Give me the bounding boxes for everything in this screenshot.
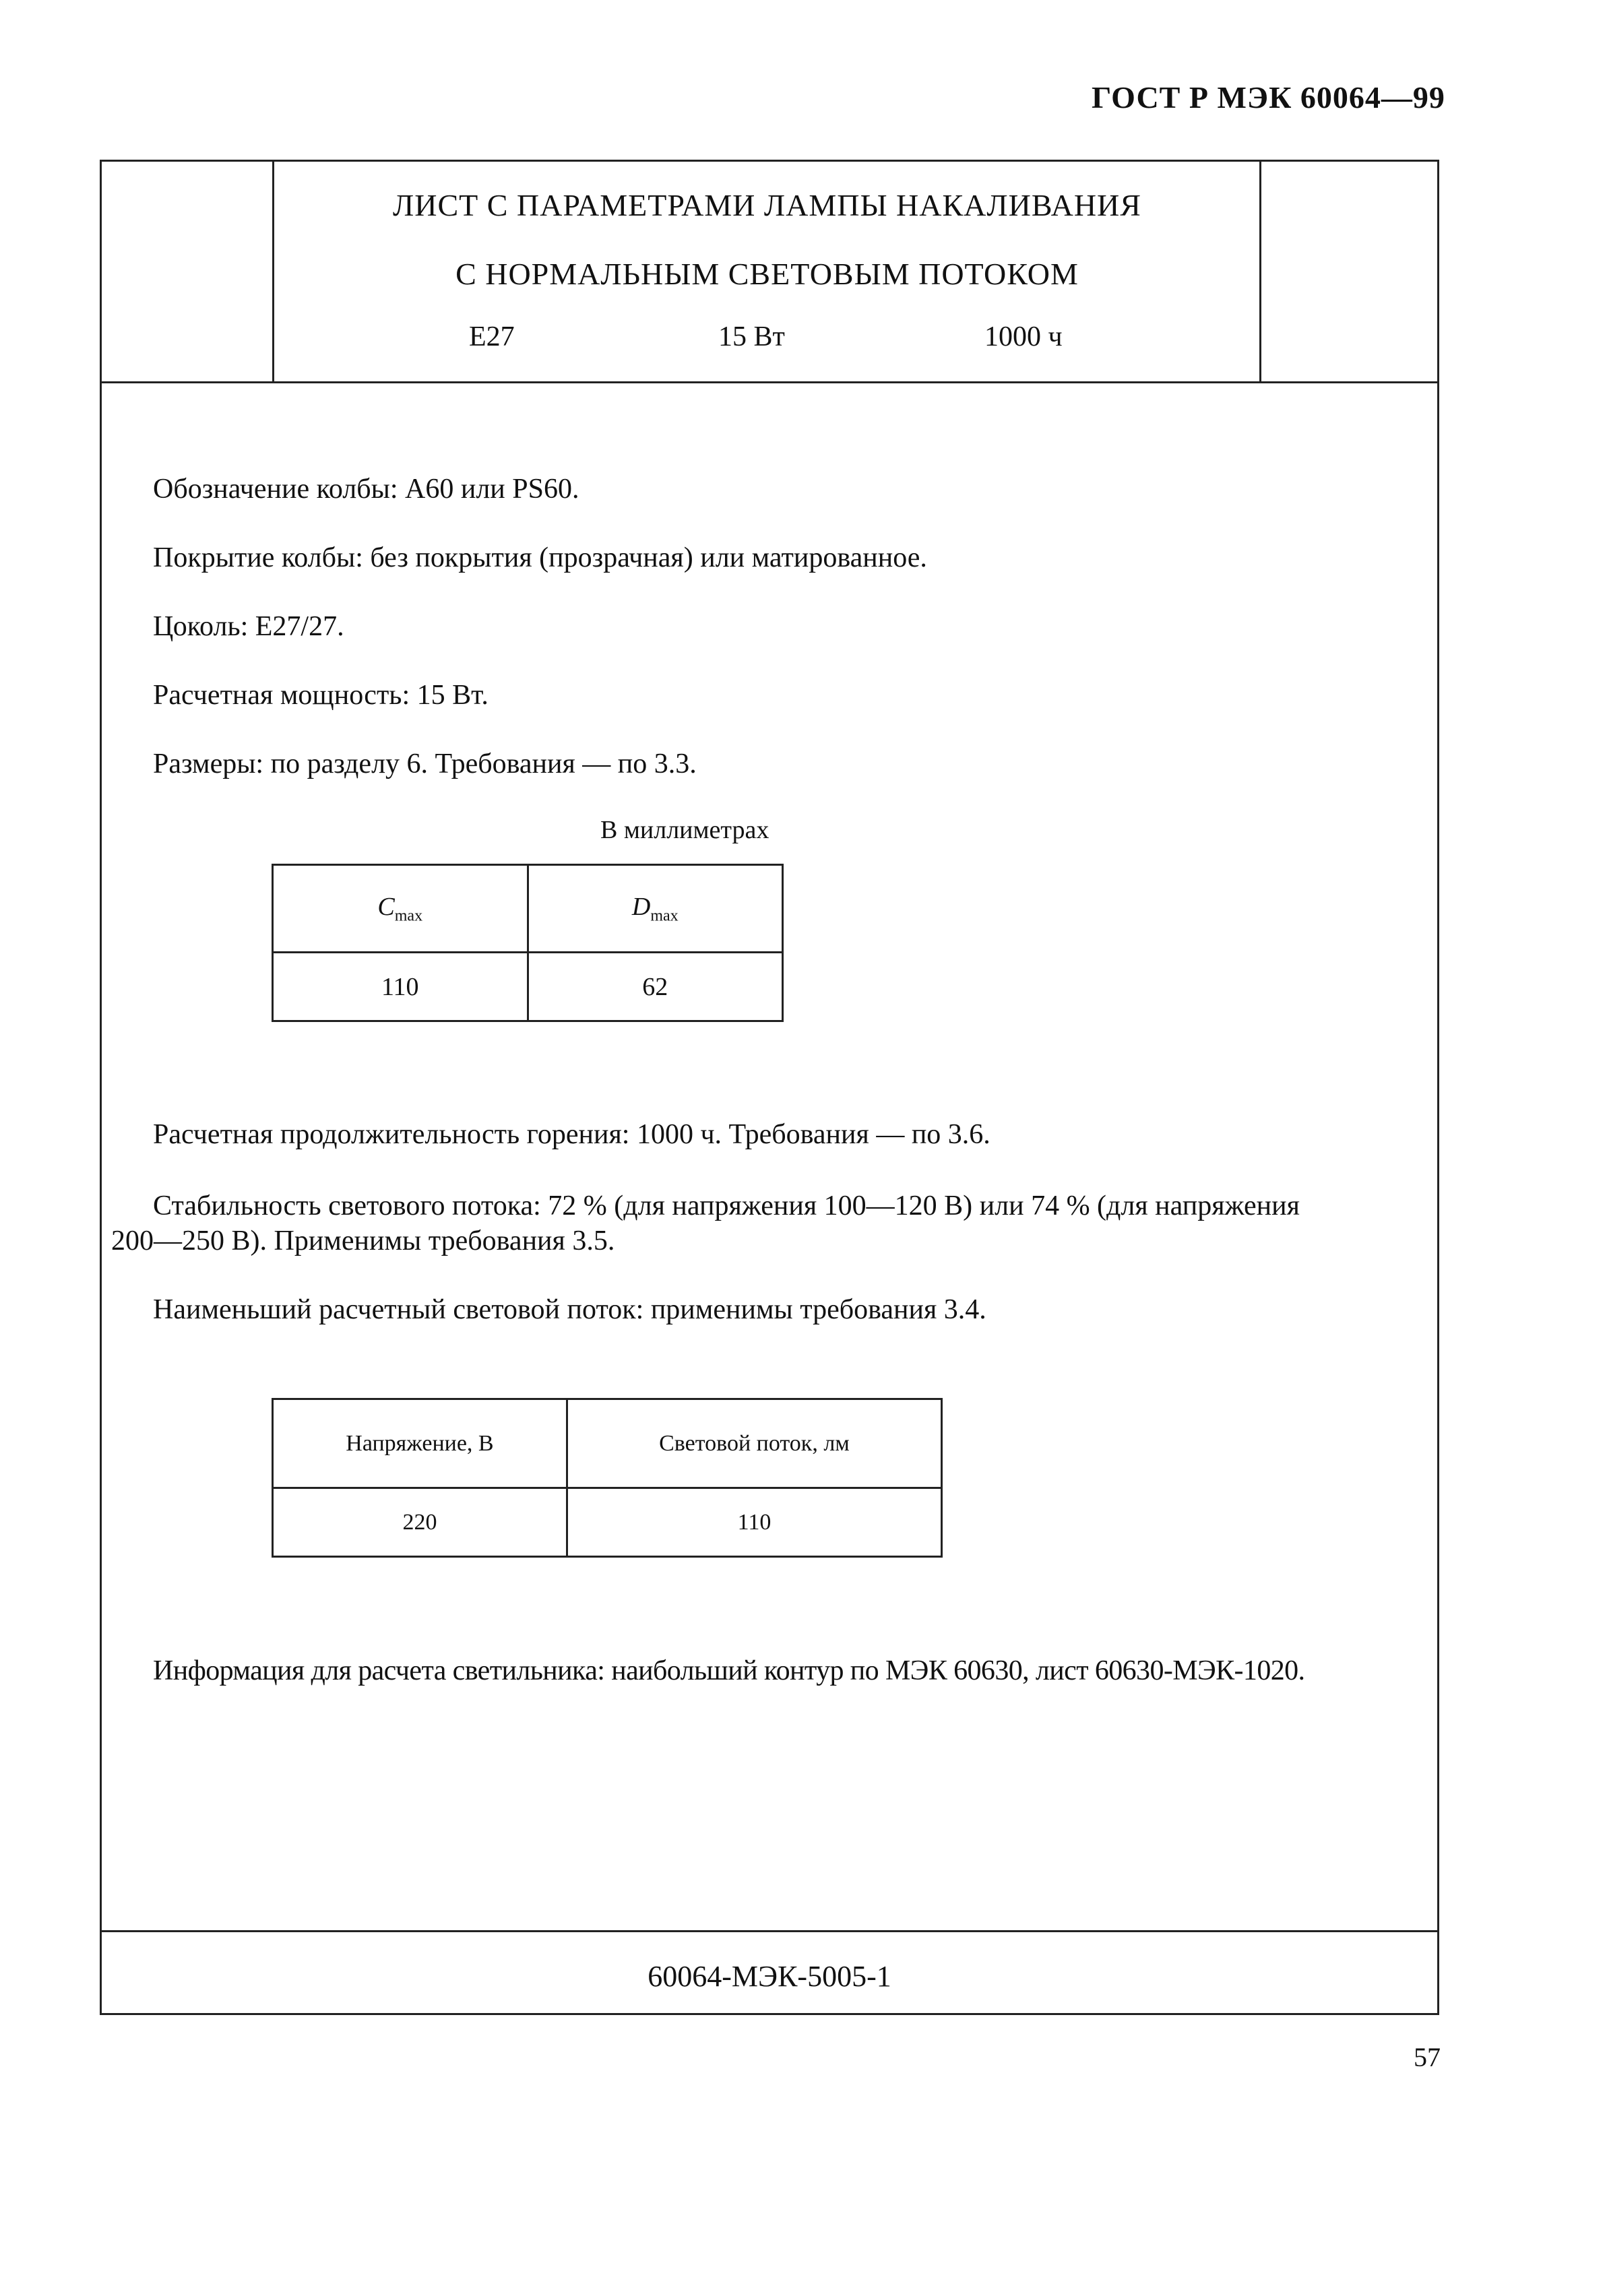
page-number: 57 — [1414, 2042, 1441, 2072]
sheet-title-line2: С НОРМАЛЬНЫМ СВЕТОВЫМ ПОТОКОМ — [455, 257, 1079, 291]
dims-value-c: 110 — [273, 953, 528, 1021]
title-bottom-rule — [102, 381, 1437, 383]
rated-wattage: Расчетная мощность: 15 Вт. — [153, 680, 489, 711]
dims-header-c: $C_{max}$ — [273, 865, 528, 953]
flux-value-flux: 110 — [567, 1488, 941, 1557]
min-rated-flux: Наименьший расчетный световой поток: применимы требования 3.4. — [153, 1294, 986, 1325]
spec-cap: Е27 — [469, 321, 515, 352]
dimensions-table — [272, 864, 784, 1022]
bulb-designation: Обозначение колбы: А60 или PS60. — [153, 474, 579, 505]
flux-value-voltage: 220 — [273, 1488, 567, 1557]
flux-header-flux: Световой поток, лм — [567, 1399, 941, 1488]
lumen-maintenance-line1: Стабильность светового потока: 72 % (для напряжения 100—120 В) или 74 % (для напряжения — [153, 1190, 1300, 1221]
cap-type: Цоколь: Е27/27. — [153, 611, 344, 642]
luminaire-design-info: Информация для расчета светильника: наибольший контур по МЭК 60630, лист 60630-МЭК-1020. — [153, 1655, 1305, 1686]
dimensions-note: Размеры: по разделу 6. Требования — по 3.3. — [153, 748, 697, 779]
flux-header-voltage: Напряжение, В — [273, 1399, 567, 1488]
lumen-maintenance-line2: 200—250 В). Применимы требования 3.5. — [111, 1225, 615, 1256]
luminous-flux-table — [272, 1398, 943, 1558]
footer-rule — [102, 1930, 1437, 1932]
spec-life: 1000 ч — [984, 321, 1063, 352]
sheet-frame — [100, 160, 1439, 2015]
dims-header-d: $D_{max}$ — [528, 865, 783, 953]
document-code-header: ГОСТ Р МЭК 60064—99 — [1092, 80, 1445, 115]
units-caption: В миллиметрах — [600, 816, 769, 844]
spec-power: 15 Вт — [718, 321, 785, 352]
sheet-title-line1: ЛИСТ С ПАРАМЕТРАМИ ЛАМПЫ НАКАЛИВАНИЯ — [393, 188, 1141, 222]
sheet-code-footer: 60064-МЭК-5005-1 — [648, 1960, 891, 1993]
bulb-finish: Покрытие колбы: без покрытия (прозрачная) или матированное. — [153, 542, 927, 573]
dims-value-d: 62 — [528, 953, 783, 1021]
rated-life: Расчетная продолжительность горения: 1000 ч. Требования — по 3.6. — [153, 1119, 990, 1150]
